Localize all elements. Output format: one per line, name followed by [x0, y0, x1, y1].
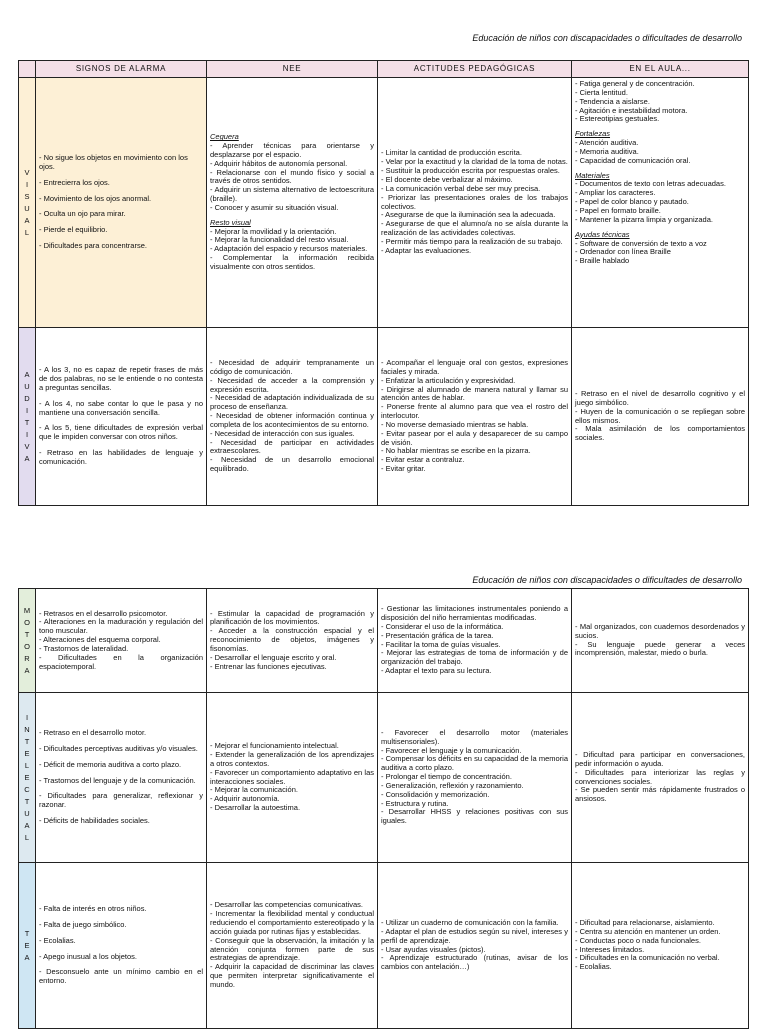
list-item: - Limitar la cantidad de producción escrita.	[381, 148, 522, 158]
category-letter: A	[24, 215, 30, 225]
page-header-2: Educación de niños con discapacidades o dificultades de desarrollo	[472, 575, 742, 585]
tea-actitudes-list	[381, 919, 568, 972]
list-item: - Consolidación y memorización.	[381, 789, 490, 799]
category-letter: M	[23, 605, 31, 615]
list-item: - Usar ayudas visuales (pictos).	[381, 944, 486, 954]
list-item: - Retraso en las habilidades de lenguaje y comunicación.	[39, 448, 203, 466]
list-item: - Alteraciones del esquema corporal.	[39, 635, 161, 645]
list-item: - Velar por la exactitud y la claridad de la toma de notas.	[381, 157, 568, 167]
list-item: - Papel de color blanco y pautado.	[575, 197, 689, 207]
visual-aula-heading-materiales: Materiales	[575, 170, 610, 180]
list-item: - Ampliar los caracteres.	[575, 188, 656, 198]
list-item: - Asegurarse de que la iluminación sea la adecuada.	[381, 210, 556, 220]
intelectual-signos-list	[39, 729, 203, 826]
category-letter: T	[24, 928, 30, 938]
list-item: - No sigue los objetos en movimiento con los ojos.	[39, 153, 188, 171]
category-letter: U	[24, 808, 30, 818]
intelectual-nee-cell	[207, 693, 378, 863]
list-item: - Entrecierra los ojos.	[39, 177, 110, 187]
visual-aula-list-materiales	[575, 180, 745, 224]
list-item: - Estructura y rutina.	[381, 798, 449, 808]
category-letter: A	[24, 952, 30, 962]
list-item: - Se pueden sentir más rápidamente frustrados o ansiosos.	[575, 785, 745, 804]
category-label-motora	[19, 605, 35, 677]
list-item: - Desarrollar HHSS y relaciones positivas con sus iguales.	[381, 807, 568, 826]
category-letter: I	[25, 179, 29, 189]
visual-nee-heading-resto: Resto visual	[210, 217, 251, 227]
list-item: - Dificultad para participar en conversaciones, pedir información o ayuda.	[575, 749, 745, 768]
list-item: - Evitar pasear por el aula y desaparecer de su campo de visión.	[381, 428, 568, 447]
list-item: - Prolongar el tiempo de concentración.	[381, 772, 512, 782]
list-item: - Software de conversión de texto a voz	[575, 238, 707, 248]
list-item: - Sustituir la producción escrita por respuestas orales.	[381, 166, 560, 176]
intelectual-aula-cell	[572, 693, 749, 863]
list-item: - Desarrollar la autoestima.	[210, 803, 301, 813]
list-item: - Extender la generalización de los aprendizajes a otros contextos.	[210, 749, 374, 768]
list-item: - Permitir más tiempo para la realización de su trabajo.	[381, 236, 563, 246]
category-label-auditiva	[19, 369, 35, 465]
motora-nee-list	[210, 610, 374, 672]
list-item: - Mantener la pizarra limpia y organizada.	[575, 214, 713, 224]
col-header-aula: EN EL AULA...	[572, 61, 749, 78]
category-letter: T	[24, 629, 30, 639]
category-letter: N	[24, 724, 30, 734]
list-item: - Cierta lentitud.	[575, 87, 628, 97]
list-item: - Ordenador con línea Braille	[575, 247, 671, 257]
list-item: - Necesidad de adquirir tempranamente un código de comunicación.	[210, 358, 374, 376]
row-motora	[19, 589, 749, 693]
list-item: - Fatiga general y de concentración.	[575, 79, 695, 88]
list-item: - Adquirir hábitos de autonomía personal.	[210, 158, 348, 168]
list-item: - Necesidad de un desarrollo emocional equilibrado.	[210, 455, 374, 474]
list-item: - Trastornos de lateralidad.	[39, 643, 129, 653]
visual-aula-list-1	[575, 80, 745, 124]
table-header-row	[19, 61, 749, 78]
motora-nee-cell	[207, 589, 378, 693]
list-item: - Pierde el equilibrio.	[39, 225, 108, 235]
motora-actitudes-cell	[378, 589, 572, 693]
list-item: - Agitación e inestabilidad motora.	[575, 105, 688, 115]
list-item: - Ecolalias.	[575, 962, 612, 972]
tea-actitudes-cell	[378, 863, 572, 1029]
list-item: - Retraso en el desarrollo motor.	[39, 728, 147, 738]
list-item: - Favorecer un comportamiento adaptativo en las interacciones sociales.	[210, 767, 374, 786]
list-item: - Adquirir la capacidad de discriminar las claves que permiten interpretar significativamente el mundo.	[210, 962, 374, 989]
list-item: - Estereotipias gestuales.	[575, 114, 660, 124]
list-item: - Déficits de habilidades sociales.	[39, 816, 150, 826]
category-letter: L	[24, 227, 30, 237]
list-item: - Alteraciones en la maduración y regulación del tono muscular.	[39, 617, 203, 636]
list-item: - A los 4, no sabe contar lo que le pasa y no mantiene una conversación sencilla.	[39, 398, 203, 417]
list-item: - Necesidad de obtener información continua y completa de los acontecimientos de su entorno.	[210, 411, 374, 429]
category-letter: A	[24, 665, 30, 675]
category-letter: E	[24, 772, 30, 782]
list-item: - Incrementar la flexibilidad mental y conductual reduciendo el comportamiento estereotipado y la acción guiada por rutinas fijas y establecidas.	[210, 909, 374, 936]
list-item: - Memoria auditiva.	[575, 146, 639, 156]
category-letter: I	[25, 712, 29, 722]
auditiva-actitudes-cell	[378, 328, 572, 506]
intelectual-actitudes-list	[381, 729, 568, 826]
category-label-visual	[19, 167, 35, 239]
category-auditiva	[19, 328, 36, 506]
list-item: - Relacionarse con el mundo físico y social a través de otros sentidos.	[210, 167, 374, 186]
category-tea	[19, 863, 36, 1029]
visual-aula-cell	[572, 78, 749, 328]
list-item: - Dificultades en la organización espaciotemporal.	[39, 652, 203, 671]
list-item: - Su lenguaje puede generar a veces incomprensión, malestar, miedo o burla.	[575, 639, 745, 658]
visual-actitudes-list	[381, 149, 568, 255]
auditiva-actitudes-list	[381, 359, 568, 474]
list-item: - Ponerse frente al alumno para que vea el rostro del interlocutor.	[381, 402, 568, 421]
list-item: - Documentos de texto con letras adecuadas.	[575, 179, 726, 189]
list-item: - Favorecer el desarrollo motor (materiales multisensoriales).	[381, 727, 568, 746]
list-item: - Presentación gráfica de la tarea.	[381, 630, 494, 640]
auditiva-signos-list	[39, 366, 203, 467]
list-item: - Generalización, reflexión y razonamiento.	[381, 780, 524, 790]
motora-aula-list	[575, 623, 745, 658]
category-letter: E	[24, 940, 30, 950]
motora-signos-cell	[36, 589, 207, 693]
category-letter: L	[24, 832, 30, 842]
list-item: - Compensar los déficits en su capacidad de la memoria auditiva a corto plazo.	[381, 754, 568, 773]
list-item: - Retraso en el nivel de desarrollo cognitivo y el juego simbólico.	[575, 388, 745, 407]
list-item: - Facilitar la toma de guías visuales.	[381, 639, 501, 649]
motora-signos-list	[39, 610, 203, 672]
list-item: - El docente debe verbalizar al máximo.	[381, 174, 513, 184]
list-item: - Dificultades para generalizar, reflexionar y razonar.	[39, 791, 203, 810]
category-letter: U	[24, 381, 30, 391]
intelectual-aula-list	[575, 751, 745, 804]
intelectual-nee-list	[210, 742, 374, 813]
col-header-signos: SIGNOS DE ALARMA	[36, 61, 207, 78]
category-letter: I	[25, 405, 29, 415]
list-item: - Dificultades para concentrarse.	[39, 241, 147, 251]
list-item: - Atención auditiva.	[575, 138, 639, 148]
visual-signos-cell	[36, 78, 207, 328]
list-item: - Conductas poco o nada funcionales.	[575, 935, 701, 945]
visual-aula-heading-fortalezas: Fortalezas	[575, 129, 611, 139]
list-item: - Acompañar el lenguaje oral con gestos, expresiones faciales y mirada.	[381, 358, 568, 376]
visual-signos-list	[39, 154, 203, 251]
row-visual	[19, 78, 749, 328]
list-item: - Necesidad de adaptación individualizada de su proceso de enseñanza.	[210, 393, 374, 412]
category-letter: I	[25, 429, 29, 439]
category-motora	[19, 589, 36, 693]
list-item: - Gestionar las limitaciones instrumentales poniendo a disposición del niño herramientas modificadas.	[381, 604, 568, 622]
intelectual-actitudes-cell	[378, 693, 572, 863]
list-item: - Adaptar el plan de estudios según su nivel, intereses y perfil de aprendizaje.	[381, 926, 568, 945]
tea-nee-cell	[207, 863, 378, 1029]
list-item: - Falta de juego simbólico.	[39, 919, 127, 929]
list-item: - Mala asimilación de los comportamientos sociales.	[575, 424, 745, 443]
list-item: - Capacidad de comunicación oral.	[575, 155, 691, 165]
list-item: - Mejorar la comunicación.	[210, 785, 298, 795]
auditiva-signos-cell	[36, 328, 207, 506]
category-letter: D	[24, 393, 30, 403]
category-label-intelectual	[19, 712, 35, 844]
col-header-actitudes: ACTITUDES PEDAGÓGICAS	[378, 61, 572, 78]
page-header-1: Educación de niños con discapacidades o dificultades de desarrollo	[472, 33, 742, 43]
auditiva-aula-cell	[572, 328, 749, 506]
list-item: - Enfatizar la articulación y expresividad.	[381, 375, 516, 385]
list-item: - Conocer y asumir su situación visual.	[210, 202, 339, 212]
list-item: - Complementar la información recibida visualmente con otros sentidos.	[210, 253, 374, 271]
visual-aula-list-ayudas	[575, 240, 745, 267]
list-item: - Aprender técnicas para orientarse y desplazarse por el espacio.	[210, 141, 374, 159]
list-item: - Braille hablado	[575, 256, 630, 266]
list-item: - Conseguir que la observación, la imitación y la atención conjunta formen parte de sus estrategias de aprendizaje.	[210, 935, 374, 963]
category-letter: V	[24, 167, 30, 177]
tea-signos-cell	[36, 863, 207, 1029]
list-item: - Mejorar el funcionamiento intelectual.	[210, 741, 339, 751]
list-item: - Trastornos del lenguaje y de la comunicación.	[39, 775, 196, 785]
list-item: - No hablar mientras se escribe en la pizarra.	[381, 446, 531, 456]
auditiva-nee-cell	[207, 328, 378, 506]
tea-nee-list	[210, 901, 374, 989]
visual-nee-list-resto	[210, 228, 374, 272]
list-item: - Considerar el uso de la informática.	[381, 621, 504, 631]
list-item: - Intereses limitados.	[575, 944, 645, 954]
list-item: - Centra su atención en mantener un orden.	[575, 926, 721, 936]
list-item: - Aprendizaje estructurado (rutinas, avisar de los cambios con antelación…)	[381, 953, 568, 972]
table-page-2	[18, 588, 749, 1029]
category-intelectual	[19, 693, 36, 863]
list-item: - Huyen de la comunicación o se repliegan sobre ellos mismos.	[575, 406, 745, 425]
auditiva-nee-list	[210, 359, 374, 474]
category-letter: T	[24, 796, 30, 806]
auditiva-aula-list	[575, 390, 745, 443]
category-letter: A	[24, 820, 30, 830]
list-item: - Apego inusual a los objetos.	[39, 951, 137, 961]
list-item: - Desarrollar el lenguaje escrito y oral.	[210, 652, 337, 662]
list-item: - Mejorar las estrategias de toma de información y de organización del trabajo.	[381, 648, 568, 667]
row-auditiva	[19, 328, 749, 506]
list-item: - Retrasos en el desarrollo psicomotor.	[39, 608, 168, 618]
list-item: - Oculta un ojo para mirar.	[39, 209, 126, 219]
list-item: - No moverse demasiado mientras se habla.	[381, 419, 529, 429]
list-item: - Acceder a la construcción espacial y el reconocimiento de objetos, imágenes y fisonomías.	[210, 626, 374, 653]
list-item: - Adaptar el texto para su lectura.	[381, 666, 492, 676]
list-item: - Evitar estar a contraluz.	[381, 455, 465, 465]
list-item: - Adquirir autonomía.	[210, 794, 280, 804]
list-item: - Mejorar la funcionalidad del resto visual.	[210, 235, 349, 245]
list-item: - La comunicación verbal debe ser muy precisa.	[381, 183, 541, 193]
category-letter: C	[24, 784, 30, 794]
list-item: - Falta de interés en otros niños.	[39, 903, 147, 913]
category-letter: O	[24, 641, 30, 651]
category-letter: A	[24, 453, 30, 463]
category-letter: T	[24, 417, 30, 427]
list-item: - Entrenar las funciones ejecutivas.	[210, 661, 327, 671]
list-item: - Papel en formato braille.	[575, 205, 661, 215]
list-item: - Favorecer el lenguaje y la comunicación.	[381, 745, 522, 755]
list-item: - Dificultad para relacionarse, aislamiento.	[575, 917, 715, 927]
list-item: - Necesidad de interacción con sus iguales.	[210, 428, 355, 438]
list-item: - Ecolalias.	[39, 935, 76, 945]
list-item: - Adaptar las evaluaciones.	[381, 245, 472, 255]
category-visual	[19, 78, 36, 328]
list-item: - Dirigirse al alumnado de manera natural y llamar su atención antes de hablar.	[381, 384, 568, 403]
tea-signos-list	[39, 905, 203, 986]
list-item: - A los 3, no es capaz de repetir frases de más de dos palabras, no se le entiende o no contesta a preguntas sencillas.	[39, 365, 203, 392]
visual-nee-heading-ceguera: Ceguera	[210, 132, 239, 142]
list-item: - Dificultades para interiorizar las reglas y convenciones sociales.	[575, 767, 745, 786]
list-item: - Dificultades en la comunicación no verbal.	[575, 953, 720, 963]
list-item: - Déficit de memoria auditiva a corto plazo.	[39, 759, 182, 769]
category-letter: R	[24, 653, 30, 663]
list-item: - Adaptación del espacio y recursos materiales.	[210, 244, 368, 254]
list-item: - Tendencia a aislarse.	[575, 96, 650, 106]
motora-actitudes-list	[381, 605, 568, 676]
row-tea	[19, 863, 749, 1029]
visual-nee-list-ceguera	[210, 142, 374, 213]
list-item: - Movimiento de los ojos anormal.	[39, 193, 152, 203]
category-letter: O	[24, 617, 30, 627]
visual-actitudes-cell	[378, 78, 572, 328]
visual-nee-cell	[207, 78, 378, 328]
list-item: - Evitar gritar.	[381, 464, 426, 474]
motora-aula-cell	[572, 589, 749, 693]
category-letter: U	[24, 203, 30, 213]
header-corner	[19, 61, 36, 78]
tea-aula-cell	[572, 863, 749, 1029]
list-item: - Necesidad de participar en actividades extraescolares.	[210, 437, 374, 456]
list-item: - Dificultades perceptivas auditivas y/o visuales.	[39, 743, 198, 753]
list-item: - Adquirir un sistema alternativo de lectoescritura (braille).	[210, 185, 374, 204]
category-letter: E	[24, 748, 30, 758]
list-item: - Utilizar un cuaderno de comunicación con la familia.	[381, 917, 559, 927]
table-page-1	[18, 60, 749, 506]
list-item: - A los 5, tiene dificultades de expresión verbal que le impiden conversar con otros niños.	[39, 423, 203, 442]
intelectual-signos-cell	[36, 693, 207, 863]
visual-aula-heading-ayudas: Ayudas técnicas	[575, 229, 630, 239]
list-item: - Estimular la capacidad de programación y planificación de los movimientos.	[210, 608, 374, 627]
col-header-nee: NEE	[207, 61, 378, 78]
category-letter: S	[24, 191, 30, 201]
category-letter: T	[24, 736, 30, 746]
list-item: - Mejorar la movilidad y la orientación.	[210, 226, 337, 236]
list-item: - Necesidad de acceder a la comprensión y expresión escrita.	[210, 375, 374, 394]
category-letter: L	[24, 760, 30, 770]
category-label-tea	[19, 928, 35, 964]
visual-aula-list-fortalezas	[575, 139, 745, 166]
list-item: - Priorizar las presentaciones orales de los trabajos colectivos.	[381, 192, 568, 211]
list-item: - Desconsuelo ante un mínimo cambio en el entorno.	[39, 967, 203, 986]
category-letter: A	[24, 369, 30, 379]
list-item: - Mal organizados, con cuadernos desordenados y sucios.	[575, 621, 745, 640]
list-item: - Asegurarse de que el alumno/a no se aísla durante la realización de las actividades colectivas.	[381, 219, 568, 238]
category-letter: V	[24, 441, 30, 451]
list-item: - Desarrollar las competencias comunicativas.	[210, 900, 363, 910]
row-intelectual	[19, 693, 749, 863]
tea-aula-list	[575, 919, 745, 972]
